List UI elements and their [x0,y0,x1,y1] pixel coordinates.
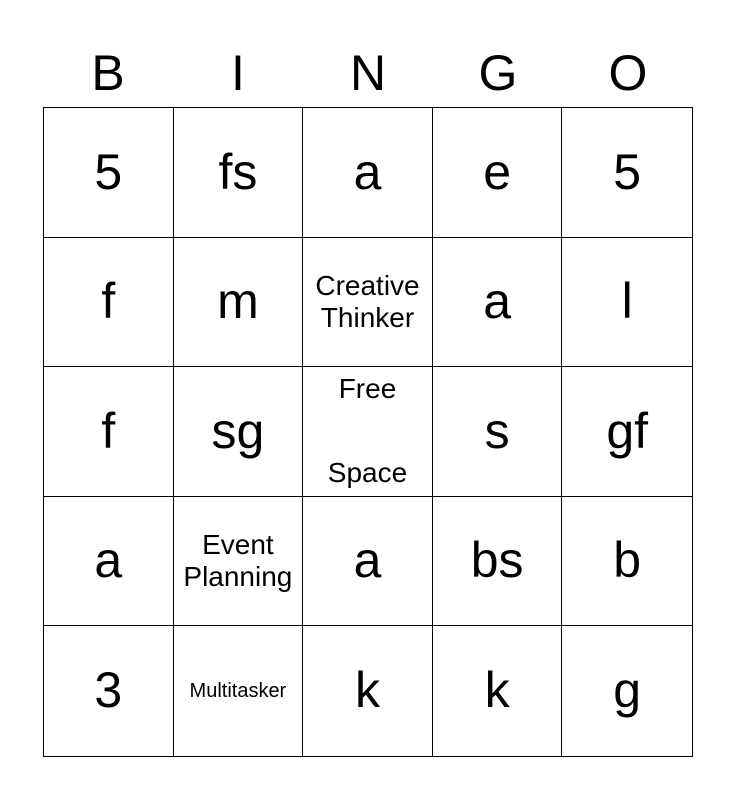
cell-text: Creative Thinker [315,269,420,333]
free-space-cell[interactable] [303,367,433,497]
bingo-cell[interactable] [562,108,692,238]
bingo-cell[interactable] [433,367,563,497]
bingo-cell[interactable] [433,497,563,627]
cell-text: k [484,662,510,719]
bingo-cell[interactable] [44,108,174,238]
cell-text: 5 [613,143,642,200]
bingo-cell[interactable] [174,367,304,497]
cell-text: fs [218,143,258,200]
bingo-cell[interactable] [562,367,692,497]
cell-text: 5 [94,143,123,200]
bingo-cell[interactable] [562,238,692,368]
cell-text: a [483,273,511,330]
bingo-cell[interactable] [303,108,433,238]
cell-text: a [94,532,123,589]
header-letter-b: B [91,45,125,101]
bingo-cell[interactable] [562,497,692,627]
cell-text: f [101,273,116,330]
cell-text: gf [606,402,649,459]
bingo-cell[interactable] [44,626,174,756]
bingo-cell[interactable] [562,626,692,756]
header-letter-g: G [478,45,518,101]
bingo-board [43,107,693,757]
free-space-text: Free Space [327,373,408,489]
bingo-cell[interactable] [433,626,563,756]
bingo-cell[interactable] [174,238,304,368]
cell-text: sg [211,402,265,459]
cell-text: g [613,662,642,719]
cell-text: l [621,273,633,330]
header-letter-o: O [608,45,648,101]
cell-text: Multitasker [189,679,287,702]
bingo-cell[interactable] [174,108,304,238]
bingo-cell[interactable] [303,238,433,368]
bingo-cell[interactable] [433,108,563,238]
cell-text: bs [470,532,524,589]
cell-text: s [484,402,510,459]
bingo-cell[interactable] [174,626,304,756]
cell-text: Event Planning [183,528,293,593]
cell-text: e [483,143,511,200]
bingo-header [43,40,693,106]
cell-text: a [353,532,382,589]
header-letter-i: I [231,45,245,101]
bingo-cell[interactable] [44,367,174,497]
bingo-cell[interactable] [44,497,174,627]
cell-text: a [353,143,382,200]
cell-text: b [613,532,642,589]
bingo-cell[interactable] [303,626,433,756]
cell-text: 3 [94,662,123,719]
bingo-cell[interactable] [174,497,304,627]
cell-text: f [101,402,116,459]
bingo-cell[interactable] [303,497,433,627]
cell-text: k [354,662,380,719]
bingo-cell[interactable] [44,238,174,368]
bingo-cell[interactable] [433,238,563,368]
cell-text: m [217,273,259,330]
header-letter-n: N [349,45,387,101]
